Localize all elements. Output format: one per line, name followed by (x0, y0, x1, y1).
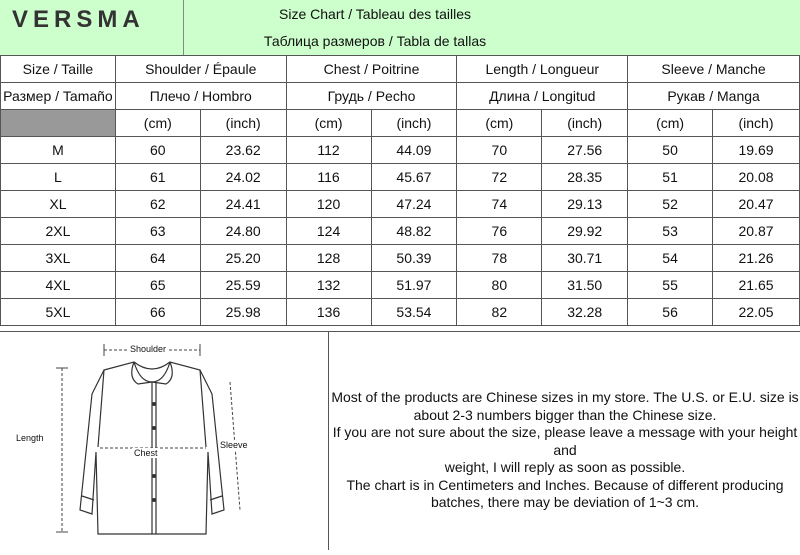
measurement-cell: 30.71 (542, 245, 628, 272)
header (0, 0, 800, 56)
title-line-1: Size Chart / Tableau des tailles (279, 6, 471, 22)
header-length-alt: Длина / Longitud (457, 83, 628, 110)
measurement-cell: 47.24 (371, 191, 457, 218)
header-chest: Chest / Poitrine (286, 56, 457, 83)
size-label-cell: 3XL (1, 245, 116, 272)
measurement-cell: 50.39 (371, 245, 457, 272)
measurement-cell: 61 (115, 164, 200, 191)
measurement-cell: 24.02 (200, 164, 286, 191)
header-shoulder-alt: Плечо / Hombro (115, 83, 286, 110)
measurement-cell: 45.67 (371, 164, 457, 191)
unit-cell: (inch) (371, 110, 457, 137)
measurement-cell: 112 (286, 137, 371, 164)
table-row (1, 191, 800, 218)
note-line: The chart is in Centimeters and Inches. Because of different producing (346, 476, 784, 493)
measurement-cell: 63 (115, 218, 200, 245)
bottom-section (0, 331, 800, 550)
measurement-cell: 78 (457, 245, 542, 272)
header-size: Size / Taille (1, 56, 116, 83)
measurement-cell: 20.08 (713, 164, 800, 191)
measurement-cell: 65 (115, 272, 200, 299)
label-shoulder: Shoulder (130, 344, 167, 354)
measurement-cell: 29.92 (542, 218, 628, 245)
measurement-cell: 124 (286, 218, 371, 245)
measurement-cell: 22.05 (713, 299, 800, 326)
measurement-cell: 24.41 (200, 191, 286, 218)
label-chest: Chest (134, 448, 158, 458)
measurement-cell: 25.20 (200, 245, 286, 272)
measurement-cell: 120 (286, 191, 371, 218)
note-line: If you are not sure about the size, please leave a message with your height and (332, 424, 798, 458)
measurement-cell: 80 (457, 272, 542, 299)
unit-cell: (cm) (628, 110, 713, 137)
measurement-cell: 70 (457, 137, 542, 164)
size-label-cell: 2XL (1, 218, 116, 245)
note-line: weight, I will reply as soon as possible. (444, 459, 686, 475)
measurement-cell: 28.35 (542, 164, 628, 191)
shirt-illustration (0, 332, 328, 550)
measurement-cell: 136 (286, 299, 371, 326)
measurement-cell: 56 (628, 299, 713, 326)
unit-cell: (inch) (713, 110, 800, 137)
measurement-cell: 55 (628, 272, 713, 299)
table-row (1, 245, 800, 272)
gray-cell (1, 110, 116, 137)
brand-logo: VERSMA (12, 6, 145, 33)
measurement-cell: 64 (115, 245, 200, 272)
measurement-cell: 51 (628, 164, 713, 191)
size-note (330, 389, 800, 512)
size-label-cell: M (1, 137, 116, 164)
size-label-cell: 5XL (1, 299, 116, 326)
note-line: Most of the products are Chinese sizes in my store. The U.S. or E.U. size is (331, 389, 799, 405)
header-chest-alt: Грудь / Pecho (286, 83, 457, 110)
measurement-cell: 116 (286, 164, 371, 191)
measurement-cell: 21.65 (713, 272, 800, 299)
measurement-cell: 24.80 (200, 218, 286, 245)
size-table (0, 55, 800, 326)
unit-cell: (cm) (115, 110, 200, 137)
table-row (1, 164, 800, 191)
measurement-cell: 48.82 (371, 218, 457, 245)
measurement-cell: 20.87 (713, 218, 800, 245)
measurement-cell: 32.28 (542, 299, 628, 326)
measurement-cell: 50 (628, 137, 713, 164)
header-shoulder: Shoulder / Épaule (115, 56, 286, 83)
measurement-cell: 27.56 (542, 137, 628, 164)
measurement-cell: 53 (628, 218, 713, 245)
shirt-diagram (0, 332, 329, 550)
unit-cell: (inch) (542, 110, 628, 137)
header-sleeve: Sleeve / Manche (628, 56, 800, 83)
measurement-cell: 20.47 (713, 191, 800, 218)
measurement-cell: 25.98 (200, 299, 286, 326)
measurement-cell: 31.50 (542, 272, 628, 299)
measurement-cell: 132 (286, 272, 371, 299)
logo-box (0, 0, 184, 55)
label-sleeve: Sleeve (220, 440, 248, 450)
table-row (1, 299, 800, 326)
size-rows (1, 137, 800, 326)
units-row (1, 110, 800, 137)
header-sleeve-alt: Рукав / Manga (628, 83, 800, 110)
measurement-cell: 44.09 (371, 137, 457, 164)
title-line-2: Таблица размеров / Tabla de tallas (263, 33, 487, 49)
note-line: batches, there may be deviation of 1~3 cm. (430, 494, 700, 510)
header-length: Length / Longueur (457, 56, 628, 83)
measurement-cell: 19.69 (713, 137, 800, 164)
measurement-cell: 82 (457, 299, 542, 326)
header-size-alt: Размер / Tamaño (1, 83, 116, 110)
table-row (1, 137, 800, 164)
unit-cell: (inch) (200, 110, 286, 137)
measurement-cell: 53.54 (371, 299, 457, 326)
note-line: about 2-3 numbers bigger than the Chinese size. (413, 406, 717, 423)
size-label-cell: 4XL (1, 272, 116, 299)
measurement-cell: 29.13 (542, 191, 628, 218)
size-label-cell: L (1, 164, 116, 191)
table-row (1, 218, 800, 245)
unit-cell: (cm) (286, 110, 371, 137)
header-row-1 (1, 56, 800, 83)
measurement-cell: 60 (115, 137, 200, 164)
measurement-cell: 66 (115, 299, 200, 326)
label-length: Length (16, 433, 44, 443)
measurement-cell: 21.26 (713, 245, 800, 272)
size-label-cell: XL (1, 191, 116, 218)
measurement-cell: 51.97 (371, 272, 457, 299)
measurement-cell: 62 (115, 191, 200, 218)
table-row (1, 272, 800, 299)
measurement-cell: 23.62 (200, 137, 286, 164)
measurement-cell: 52 (628, 191, 713, 218)
measurement-cell: 54 (628, 245, 713, 272)
measurement-cell: 76 (457, 218, 542, 245)
measurement-cell: 128 (286, 245, 371, 272)
measurement-cell: 74 (457, 191, 542, 218)
header-row-2 (1, 83, 800, 110)
measurement-cell: 72 (457, 164, 542, 191)
unit-cell: (cm) (457, 110, 542, 137)
measurement-cell: 25.59 (200, 272, 286, 299)
